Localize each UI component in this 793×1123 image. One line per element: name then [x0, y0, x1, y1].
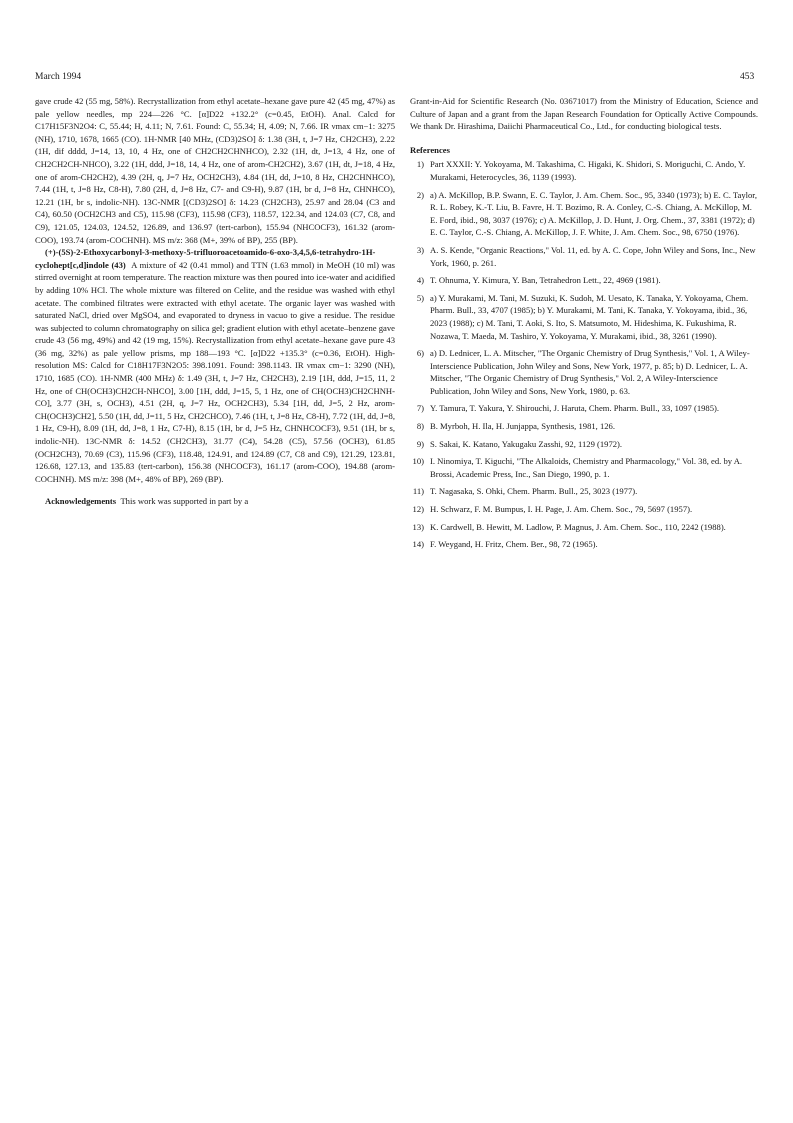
reference-item: [410, 485, 758, 498]
acknowledgements-heading: Acknowledgements: [45, 496, 117, 507]
reference-text: a) A. McKillop, B.P. Swann, E. C. Taylor, J. Am. Chem. Soc., 95, 3340 (1973); b) E. C. Taylor, R. L. Robey, K.-T. Liu, B. Favre, H. T. Bozimo, R. A. Conley, C.-S. Chiang, A. McKillop, M. E. Ford, ibid., 98, 3037 (1976); c) A. McKillop, J. D. Hunt, J. Org. Chem., 37, 3381 (1972); d) E. C. Taylor, C.-S. Chiang, A. McKillop, J. F. White, J. Am. Chem. Soc., 98, 6750 (1976).: [430, 189, 757, 238]
reference-number: 12): [412, 504, 424, 515]
reference-number: 10): [412, 456, 424, 467]
reference-number: 6): [416, 348, 424, 359]
reference-text: Y. Tamura, T. Yakura, Y. Shirouchi, J. Haruta, Chem. Pharm. Bull., 33, 1097 (1985).: [430, 403, 720, 414]
reference-item: [410, 503, 758, 516]
reference-number: 11): [412, 486, 424, 497]
reference-item: [410, 292, 758, 342]
reference-item: [410, 521, 758, 534]
acknowledgements-text: This work was supported in part by a: [120, 496, 249, 507]
reference-number: 9): [416, 438, 424, 449]
reference-item: [410, 274, 758, 287]
reference-item: [410, 347, 758, 397]
reference-text: Part XXXII: Y. Yokoyama, M. Takashima, C. Higaki, K. Shidori, S. Moriguchi, C. Ando, Y. Murakami, Heterocycles, 36, 1139 (1993).: [430, 159, 746, 182]
reference-item: [410, 420, 758, 433]
reference-number: 1): [416, 159, 424, 170]
reference-text: T. Ohnuma, Y. Kimura, Y. Ban, Tetrahedron Lett., 22, 4969 (1981).: [430, 275, 661, 286]
reference-number: 3): [416, 244, 424, 255]
reference-text: H. Schwarz, F. M. Bumpus, I. H. Page, J. Am. Chem. Soc., 79, 5697 (1957).: [430, 504, 693, 515]
reference-text: A. S. Kende, "Organic Reactions," Vol. 11, ed. by A. C. Cope, John Wiley and Sons, Inc., New York, 1960, p. 261.: [430, 244, 756, 268]
page-number: 453: [740, 72, 755, 82]
right-column: [410, 95, 758, 556]
reference-text: S. Sakai, K. Katano, Yakugaku Zasshi, 92, 1129 (1972).: [430, 438, 623, 449]
reference-text: I. Ninomiya, T. Kiguchi, "The Alkaloids, Chemistry and Pharmacology," Vol. 38, ed. by A. Brossi, Academic Press, Inc., San Diego, 1990, p. 1.: [430, 456, 743, 479]
compound-43-procedure: A mixture of 42 (0.41 mmol) and TTN (1.63 mmol) in MeOH (10 ml) was stirred overnight at room temperature. The reaction mixture was then poured into ice-water and acidified by adding 10% HCl. The whole mixture was filtered on Celite, and the residue was washed with ethyl acetate. The combined filtrates were extracted with ethyl acetate. The organic layer was washed with saturated NaCl, dried over MgSO4, and evaporated to dryness in vacuo to give a residue. The residue was subjected to column chromatography on silica gel; gradient elution with ethyl acetate–benzene gave crude 43 (56 mg, 49%) and 42 (19 mg, 15%). Recrystallization from ethyl acetate–hexane gave pure 43 (36 mg, 32%) as pale yellow prisms, mp 188—193 °C. [α]D22 +135.3° (c=0.36, EtOH). High-resolution MS: Calcd for C18H17F3N2O5: 398.1091. Found: 398.1143. IR νmax cm−1: 3290 (NH), 1710, 1685 (CO). 1H-NMR (400 MHz) δ: 1.49 (3H, t, J=7 Hz, CH2CH3), 2.19 [1H, ddd, J=15, 11, 2 Hz, one of CH(OCH3)CH2CH-NHCO], 3.00 [1H, ddd, J=15, 5, 1 Hz, one of CH(OCH3)CH2CHNH-CO], 3.77 (3H, s, OCH3), 4.51 (2H, q, J=7 Hz, OCH2CH3), 5.34 [1H, dd, J=5, 2 Hz, arom-CH(OCH3)CH2], 5.50 (1H, dd, J=11, 5 Hz, CH2CHCO), 7.46 (1H, t, J=8 Hz, C8-H), 7.72 (1H, dd, J=8, 1 Hz, C9-H), 8.09 (1H, dd, J=8, 1 Hz, C7-H), 8.15 (1H, br d, J=5 Hz, CHNHCOCF3), 9.51 (1H, br s, indolic-NH). 13C-NMR δ: 14.52 (CH2CH3), 31.77 (C4), 54.28 (C5), 57.56 (OCH3), 61.85 (OCH2CH3), 70.69 (C3), 115.96 (CF3), 118.48, 124.91, and 124.89 (C7, C8 and C9), 121.29, 123.81, 126.68, 127.13, and 135.83 (tert-carbon), 156.38 (NHCOCF3), 161.17 (arom-COO), 194.88 (arom-COCHNH). MS m/z: 398 (M+, 48% of BP), 269 (BP).: [35, 259, 395, 484]
compound-43-section: [35, 246, 395, 485]
reference-item: [410, 438, 758, 451]
acknowledgements-continued: Grant-in-Aid for Scientific Research (No. 03671017) from the Ministry of Education, Science and Culture of Japan and a grant from the Japan Research Foundation for Optically Active Compounds. We thank Dr. Hirashima, Daiichi Pharmaceutical Co., Ltd., for conducting biological tests.: [410, 96, 758, 132]
left-column: [35, 95, 395, 508]
acknowledgements-paragraph: [35, 495, 395, 508]
reference-number: 4): [416, 275, 424, 286]
running-header-date: March 1994: [35, 72, 82, 82]
compound-43-title: (+)-(5S)-2-Ethoxycarbonyl-3-methoxy-5-trifluoroacetoamido-6-oxo-3,4,5,6-tetrahydro-1H-cyclohept[c,d]indole (43): [35, 247, 376, 270]
reference-text: F. Weygand, H. Fritz, Chem. Ber., 98, 72 (1965).: [430, 539, 598, 550]
reference-item: [410, 538, 758, 551]
reference-number: 7): [416, 403, 424, 414]
reference-text: a) Y. Murakami, M. Tani, M. Suzuki, K. Sudoh, M. Uesato, K. Tanaka, Y. Yokoyama, Chem. Pharm. Bull., 33, 4707 (1985); b) Y. Murakami, M. Tani, K. Tanaka, Y. Yokoyama, ibid., 36, 2023 (1988); c) M. Tani, T. Aoki, S. Ito, S. Matsumoto, M. Hideshima, K. Fukushima, R. Nozawa, T. Maeda, M. Tashiro, Y. Yokoyama, Y. Murakami, ibid., 38, 3261 (1990).: [430, 292, 749, 341]
reference-text: T. Nagasaka, S. Ohki, Chem. Pharm. Bull., 25, 3023 (1977).: [430, 486, 638, 497]
reference-item: [410, 189, 758, 239]
reference-item: [410, 158, 758, 183]
references-list: [410, 158, 758, 550]
reference-item: [410, 244, 758, 269]
reference-item: [410, 402, 758, 415]
references-heading: References: [410, 144, 450, 155]
reference-number: 5): [416, 292, 424, 303]
reference-text: a) D. Lednicer, L. A. Mitscher, "The Organic Chemistry of Drug Synthesis," Vol. 1, A Wiley-Interscience Publication, John Wiley and Sons, New York, 1977, p. 85; b) D. Lednicer, L. A. Mitscher, "The Organic Chemistry of Drug Synthesis," Vol. 2, A Wiley-Interscience Publication, John Wiley and Sons, New York, 1980, p. 63.: [430, 348, 750, 396]
reference-number: 13): [412, 521, 424, 532]
reference-number: 8): [416, 421, 424, 432]
reference-number: 2): [416, 189, 424, 200]
experimental-paragraph-42: gave crude 42 (55 mg, 58%). Recrystallization from ethyl acetate–hexane gave pure 42 (45 mg, 47%) as pale yellow needles, mp 224—226 °C. [α]D22 +132.2° (c=0.45, EtOH). Anal. Calcd for C17H15F3N2O4: C, 55.44; H, 4.11; N, 7.61. Found: C, 55.34; H, 4.09; N, 7.66. IR νmax cm−1: 3275 (NH), 1710, 1678, 1665 (CO). 1H-NMR [40 MHz, (CD3)2SO] δ: 1.38 (3H, t, J=7 Hz, CH2CH3), 2.22 (1H, dif dddd, J=14, 13, 10, 4 Hz, one of CH2CH2CHNHCO), 2.32 (1H, dt, J=13, 4 Hz, one of CH2CH2CH-NHCO), 3.22 (1H, ddd, J=18, 14, 4 Hz, one of arom-CH2CH2), 3.67 (1H, dt, J=18, 4 Hz, one of arom-CH2CH2), 4.39 (2H, q, J=7 Hz, OCH2CH3), 4.84 (1H, dd, J=10, 8 Hz, CH2CHNHCO), 7.44 (1H, t, J=8 Hz, C8-H), 7.80 (2H, d, J=8 Hz, C7- and C9-H), 9.87 (1H, br d, J=8 Hz, CHNHCO), 12.21 (1H, br s, indolic-NH). 13C-NMR [(CD3)2SO] δ: 14.23 (CH2CH3), 25.97 and 28.04 (C3 and C4), 60.50 (OCH2CH3 and C5), 115.98 (CF3), 115.98 (CF3), 118.57, 122.34, and 124.03 (C7, C8, and C9), 121.05, 124.03, 124.52, 126.89, and 136.97 (tert-carbon), 155.94 (NHCOCF3), 161.32 (arom-COO), 193.74 (arom-COCHNH). MS m/z: 368 (M+, 39% of BP), 255 (BP).: [35, 96, 395, 245]
reference-number: 14): [412, 539, 424, 550]
reference-item: [410, 455, 758, 480]
reference-text: K. Cardwell, B. Hewitt, M. Ladlow, P. Magnus, J. Am. Chem. Soc., 110, 2242 (1988).: [430, 521, 726, 532]
reference-text: B. Myrboh, H. Ila, H. Junjappa, Synthesis, 1981, 126.: [430, 421, 615, 432]
